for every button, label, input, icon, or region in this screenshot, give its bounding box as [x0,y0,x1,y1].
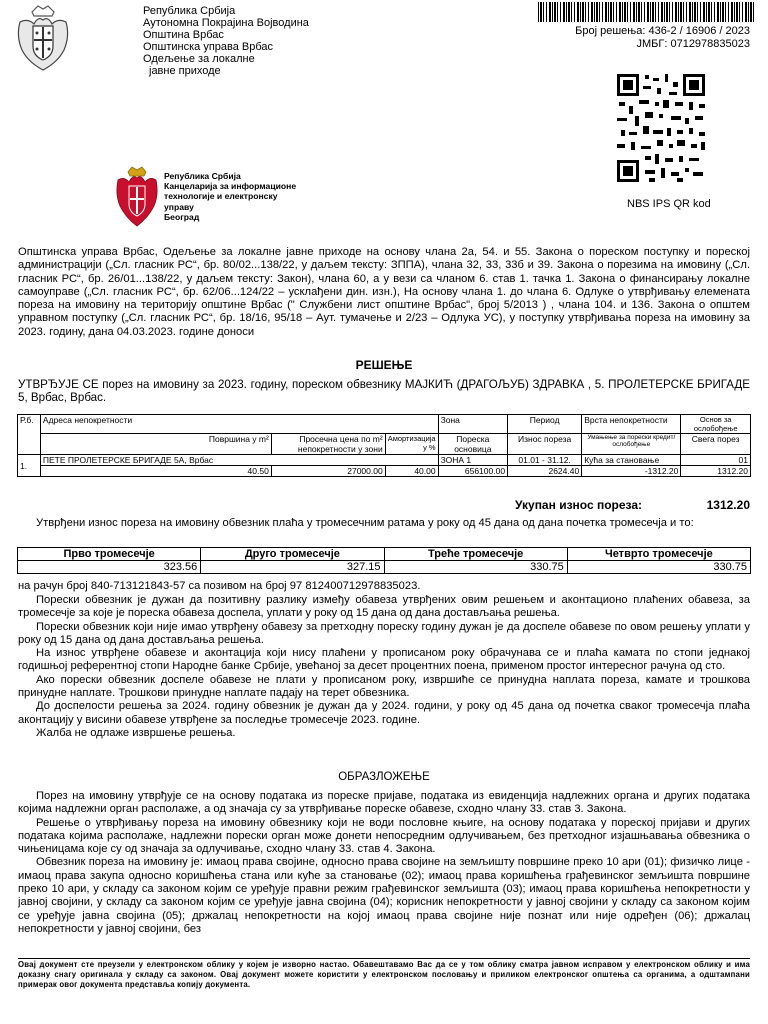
header-line: Општина Врбас [143,29,224,41]
paragraph: Порески обвезник који није имао утврђену обавезу за претходну пореску годину дужан је да доспеле обавезе по овом решењу уплати у року од 15 дана од дана достављања решења. [18,620,750,646]
col-period: Период [508,415,582,434]
cell-taxamt: 2624.40 [508,466,582,477]
intro-paragraph: Општинска управа Врбас, Одељење за локалне јавне приходе на основу члана 2а, 54. и 55. Закона о пореском поступку и пореској администрацији („Сл. гласник РС“, бр. 80/02...138/22, у даљем тексту: ЗППА), члана 32, 33, 33б и 39. Закона о порезима на имовину („Сл. гласник РС“, бр. 26/01...138/22, у даљем тексту: Закон), члана 60, а у вези са чланом 6. став 1. тачка 1. Закона о финансирању локалне самоуправе („Сл. гласник РС“, бр. 62/06...124/22 – усклађени дин. изн.), На основу члана 1. до члана 6. Одлуке о утврђивању елемената пореза на имовину на територију општине Врбас (" Службени лист општине Врбас", број 5/2013 ) , члана 104. и 136. Закона о општем управном поступку („Сл. гласник РС“, бр. 18/16, 95/18 – Аут. тумачење и 2/23 – Одлука УС), у поступку утврђивања пореза на имовину за 2023. годину, дана 04.03.2023. године доноси [18,246,750,338]
qr-label: NBS IPS QR kod [627,198,711,210]
header-line: јавне приходе [149,65,221,77]
quarter-value: 323.56 [18,561,201,574]
quarters-table [17,547,751,574]
col-zone: Зона [438,415,507,434]
header-line: Република Србија [143,5,236,17]
cell-amort: 40.00 [385,466,438,477]
total-value: 1312.20 [706,498,750,512]
paragraph: До доспелости решења за 2024. годину обвезник је дужан да у 2024. години, у року од 45 дана од почетка сваког тромесечја плаћа аконтацију у висини обавезе утврђене за последње тромесечје 2023. године. [18,700,750,726]
col-address: Адреса непокретности [40,415,438,434]
barcode [538,2,754,22]
quarter-label: Треће тромесечје [384,548,567,561]
quarter-label: Четврто тромесечје [567,548,750,561]
cell-basis: 01 [681,455,751,466]
paragraph: На износ утврђене обавезе и аконтација који нису плаћени у прописаном року обрачунава се и плаћа камата по стопи једнакој годишњој референтној стопи Народне банке Србије, увећаној за десет процентних поена, применом простог интересног рачуна од сто. [18,647,750,673]
decision-number: Број решења: 436-2 / 16906 / 2023 [575,25,750,37]
explanation-title: ОБРАЗЛОЖЕЊЕ [338,771,430,783]
footer-divider [18,958,750,959]
paragraph: Жалба не одлаже извршење решења. [36,726,236,739]
qr-code [615,72,707,184]
payment-paragraph: Утврђени износ пореза на имовину обвезник плаћа у тромесечним ратама у року од 45 дана од дана почетка тромесечја и то: [36,517,694,529]
document-title: РЕШЕЊЕ [355,358,413,372]
tax-table [17,414,751,477]
total-label: Укупан износ пореза: [515,498,643,512]
col-amort: Амортизација у % [385,434,438,455]
col-type: Врста непокретности [582,415,681,434]
quarter-value: 327.15 [201,561,384,574]
header-line: Одељење за локалне [143,53,255,65]
quarter-value: 330.75 [567,561,750,574]
office-line: Канцеларија за информационе [164,181,297,192]
office-line: управу [164,201,194,212]
col-taxamt: Износ пореза [508,434,582,455]
cell-price: 27000.00 [271,466,385,477]
account-line: на рачун број 840-713121843-57 са позивом на број 97 812400712978835023. [18,580,421,592]
explanation-paragraph: Обвезник пореза на имовину је: имаоц права својине, односно права својине на земљишту површине преко 10 ари (01); физичко лице - имаоц права закупа односно коришћења стана или куће за становање (02); имаоц права коришћења грађевинског земљишта површине преко 10 ари, у складу са законом којим се уређује правни режим грађевинског земљишта (03); имаоц права коришћења непокретности у јавној својини, у складу са законом којим се уређује јавна својина (04); корисник непокретности у јавној својини у складу са законом којим се уређује јавна својина (05); држалац непокретности на којој имаоц права својине није познат или није одређен (06); држалац непокретности у јавној својини, без [18,856,750,935]
header-line: Аутономна Покрајина Војводина [143,17,309,29]
serbia-emblem-icon [114,164,160,230]
header-line: Општинска управа Врбас [143,41,274,53]
quarter-value: 330.75 [384,561,567,574]
table-header-row [18,415,751,434]
col-rb: Р.б. [18,415,41,455]
col-taxbase: Пореска основица [438,434,507,455]
col-area: Површина у m² [40,434,271,455]
explanation-paragraph: Порез на имовину утврђује се на основу података из пореске пријаве, података из евиденција надлежних органа и других података којима надлежни орган располаже, а од значаја су за утврђивање пореске обавезе, сходно члану 33. став 3. Закона. [18,790,750,816]
quarter-label: Друго тромесечје [201,548,384,561]
cell-total: 1312.20 [681,466,751,477]
office-line: Београд [164,211,200,222]
cell-reduced: -1312.20 [582,466,681,477]
cell-rb: 1. [18,455,41,477]
office-line: Република Србија [164,171,241,181]
explanation-paragraph: Решење о утврђивању пореза на имовину обвезнику који не води пословне књиге, на основу података у пореској пријави и других података којима располаже, надлежни порески орган може донети непосредним одлучивањем, без претходног изјашњавања обвезника о чињеницама које су од значаја за одлучивање, сходно члану 33. став 4. Закона. [18,816,750,856]
paragraph: Ако порески обвезник доспеле обавезе не плати у прописаном року, извршиће се принудна наплата пореза, камате и трошкова принудне наплате. Трошкови принудне наплате падају на терет обвезника. [18,673,750,700]
col-total: Свега порез [681,434,751,455]
col-basis: Основ за ослобођење [681,415,751,434]
table-header-row [18,434,751,455]
coat-of-arms-icon [14,2,72,74]
establishes-paragraph: УТВРЂУЈЕ СЕ порез на имовину за 2023. годину, пореском обвезнику МАЈКИЋ (ДРАГОЉУБ) ЗДРАВКА , 5. ПРОЛЕТЕРСКЕ БРИГАДЕ 5, Врбас, Врбас. [18,378,750,405]
quarter-label: Прво тромесечје [18,548,201,561]
table-row [18,455,751,466]
paragraph: Порески обвезник је дужан да позитивну разлику између обавеза утврђених овим решењем и аконтационо плаћених обавеза, за тромесечје за које је пореска обавеза доспела, уплати у року од 15 дана од дана достављања решења. [18,594,750,620]
col-reduced: Умањење за порески кредит/ослобођење [582,434,681,455]
cell-address: ПЕТЕ ПРОЛЕТЕРСКЕ БРИГАДЕ 5А, Врбас [40,455,438,466]
table-row [18,466,751,477]
jmbg: ЈМБГ: 0712978835023 [636,38,750,50]
col-price: Просечна цена по m² непокретности у зони [271,434,385,455]
cell-taxbase: 656100.00 [438,466,507,477]
cell-type: Кућа за становање [582,455,681,466]
cell-area: 40.50 [40,466,271,477]
cell-period: 01.01 - 31.12. [508,455,582,466]
office-line: технологије и електронску [164,191,278,202]
footer-note: Овај документ сте преузели у електронском облику у којем је изворно настао. Обавештавамо Вас да се у том облику сматра јавном исправом у електронском облику и има доказну снагу оригинала у складу са законом. Овај документ можете користити у електронском пословању и приликом електронског општења са органима, а одштампани примерак овог документа представља копију документа. [18,960,750,989]
cell-zone: ЗОНА 1 [438,455,507,466]
